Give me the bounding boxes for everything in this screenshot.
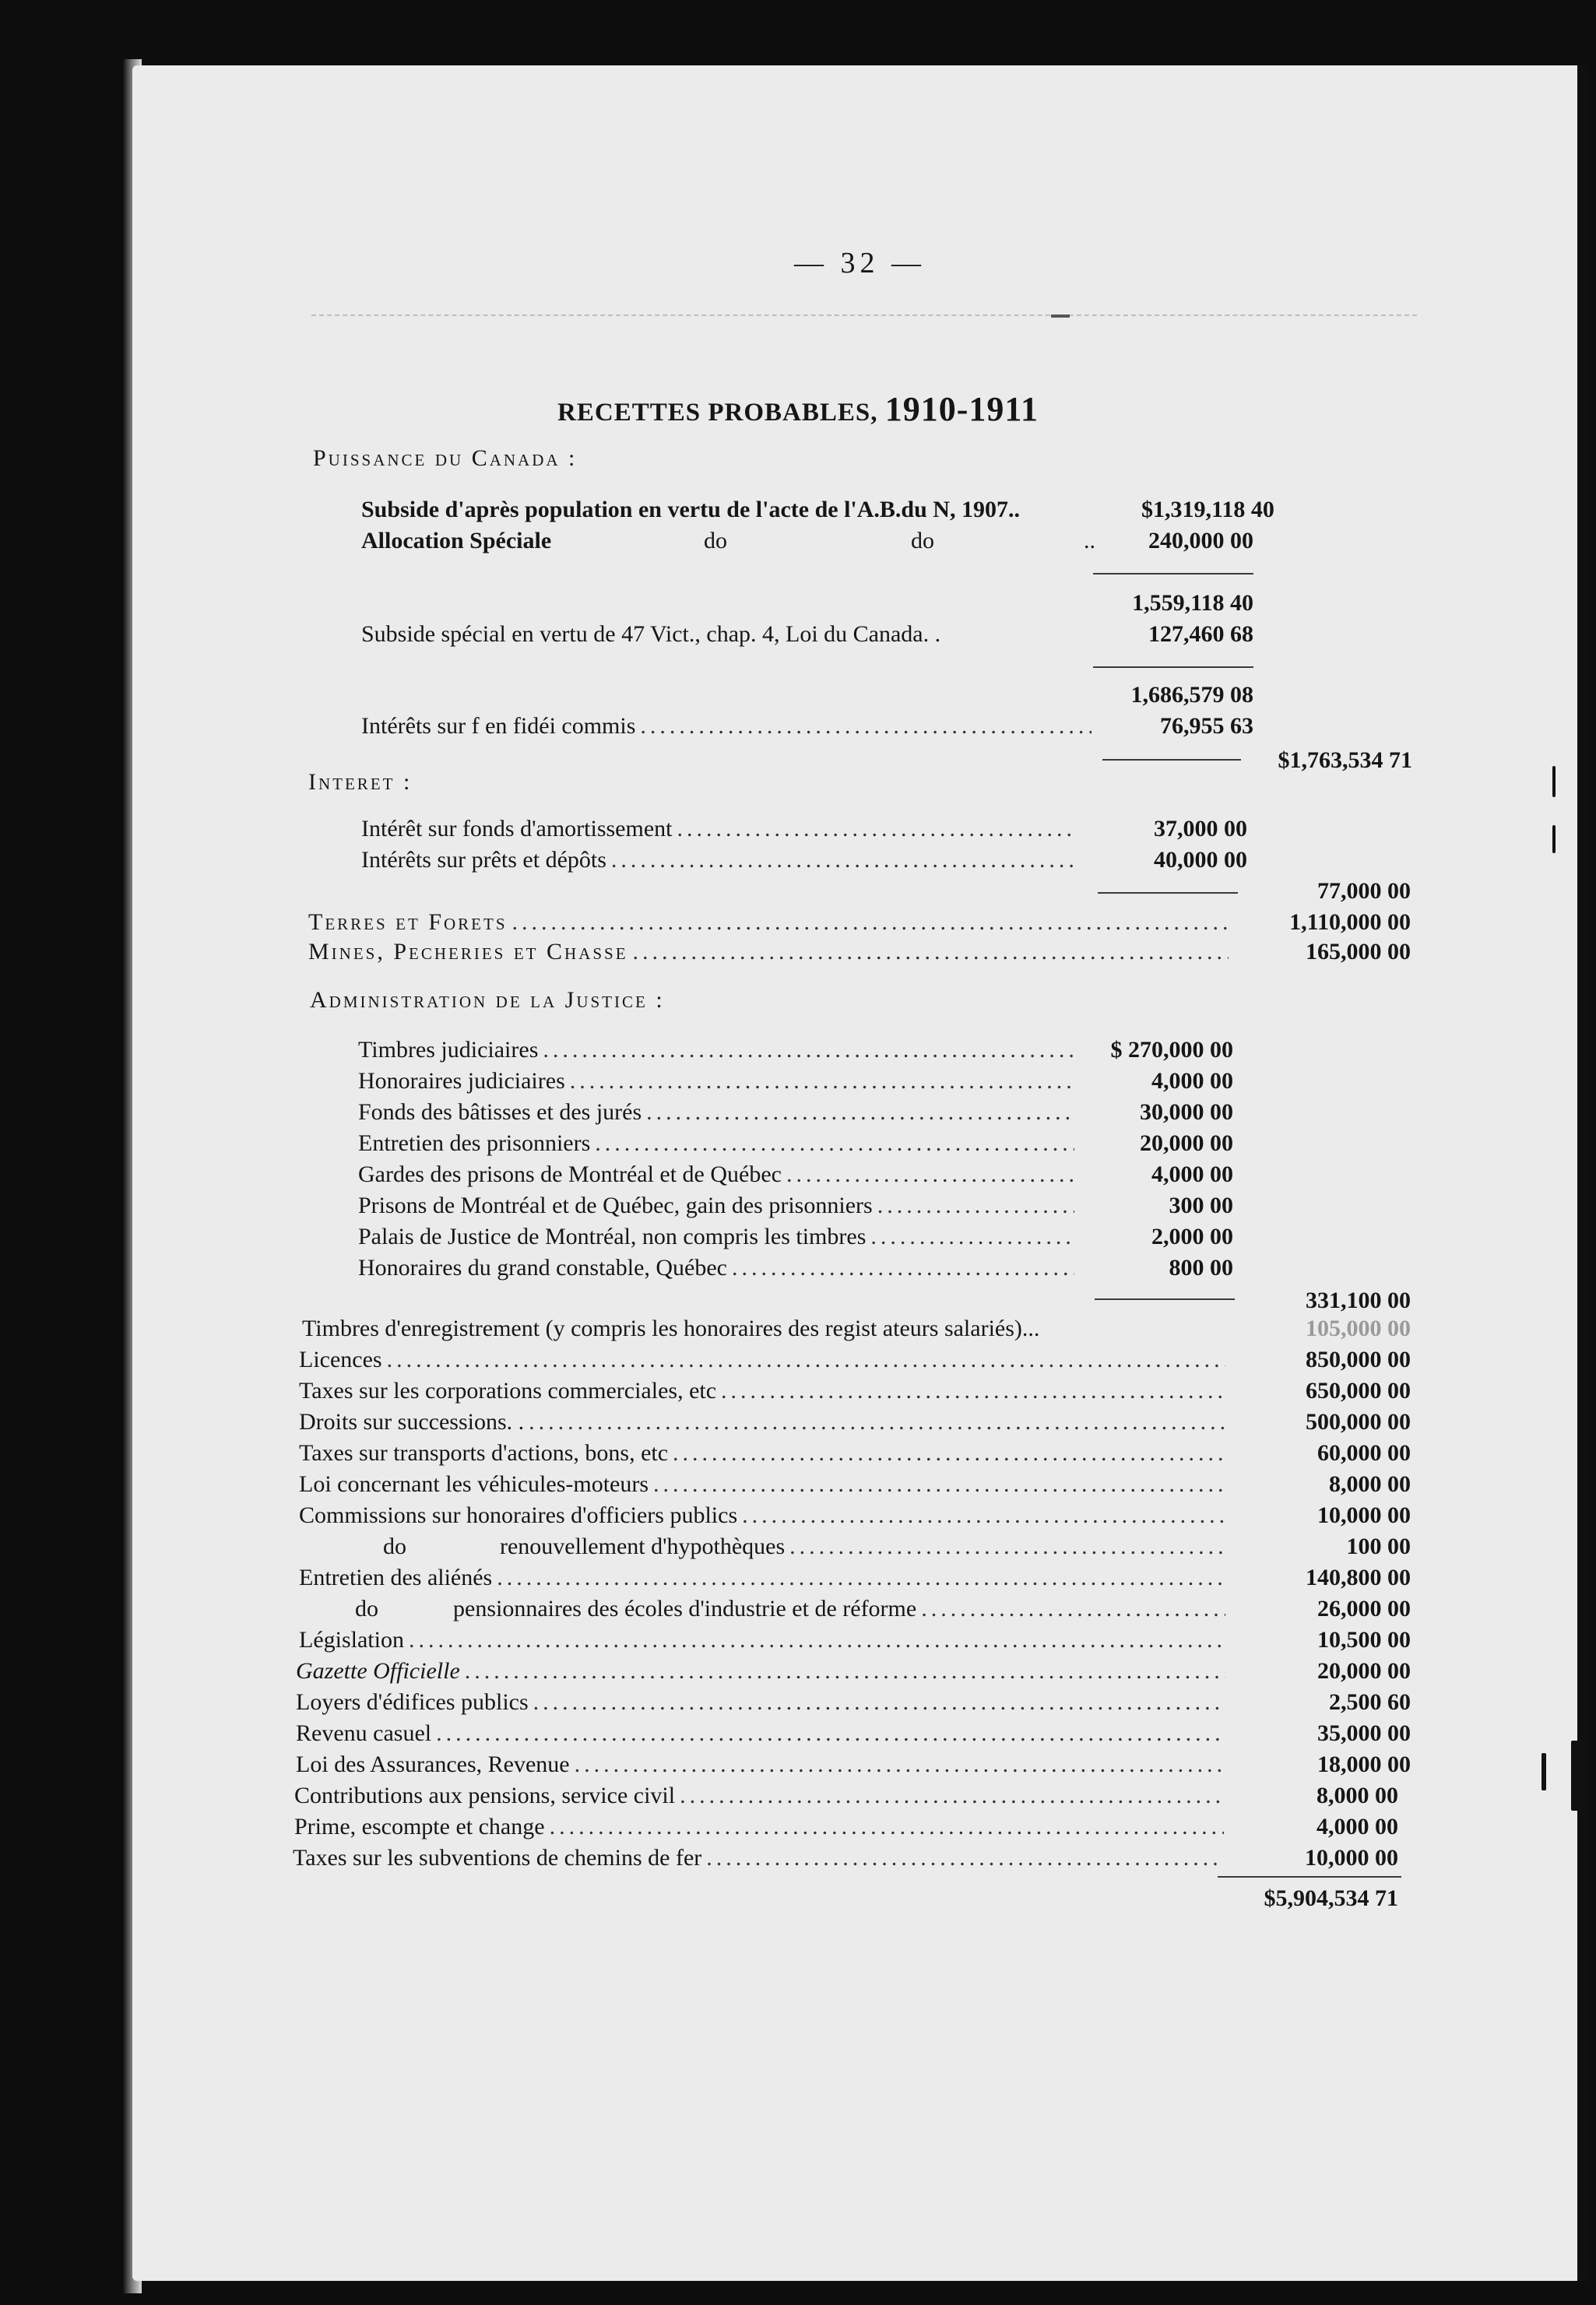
row-label: Revenu casuel [296, 1720, 432, 1746]
row-amount: 8,000 00 [1317, 1783, 1398, 1808]
row-label: Entretien des aliénés [299, 1565, 493, 1590]
row-amount: 30,000 00 [1140, 1099, 1233, 1125]
list-item [296, 1660, 1230, 1683]
row-amount: 10,500 00 [1317, 1627, 1411, 1653]
grand-total: $5,904,534 71 [1264, 1885, 1398, 1911]
leader-dots [742, 1504, 1225, 1527]
dots [1084, 529, 1095, 553]
subtotal-rule [1093, 573, 1253, 574]
ditto-text: do [704, 528, 727, 553]
dots-text: .. [1084, 528, 1095, 553]
page-number: — 32 — [794, 247, 926, 279]
subtotal-amount: 1,686,579 08 [1130, 682, 1253, 708]
list-item [361, 817, 1077, 841]
ditto-text: do [355, 1596, 378, 1622]
row-label: Intérêt sur fonds d'amortissement [361, 816, 673, 842]
row-label: Taxes sur transports d'actions, bons, etc [299, 1440, 669, 1466]
row-amount: 8,000 00 [1329, 1471, 1411, 1497]
list-item [383, 1535, 1230, 1558]
row-amount: 800 00 [1169, 1255, 1233, 1281]
row-amount: 10,000 00 [1305, 1845, 1398, 1871]
leader-dots [677, 817, 1073, 841]
leader-dots [706, 1846, 1222, 1870]
leader-dots [646, 1101, 1074, 1124]
row-label: Droits sur successions. . [299, 1409, 525, 1435]
row-label: Palais de Justice de Montréal, non compris les timbres [358, 1224, 867, 1249]
section-total: 77,000 00 [1317, 878, 1411, 904]
leader-dots [570, 1070, 1074, 1093]
list-item [358, 1225, 1079, 1249]
section-heading-justice: Administration de la Justice : [310, 987, 665, 1013]
total-rule [1098, 892, 1238, 894]
leader-dots [409, 1629, 1225, 1652]
row-amount: 37,000 00 [1154, 816, 1247, 842]
list-item [358, 1132, 1079, 1155]
leader-dots [680, 1784, 1224, 1808]
leader-dots [732, 1256, 1074, 1280]
row-amount: 1,110,000 00 [1289, 909, 1411, 935]
leader-dots [653, 1473, 1225, 1496]
row-label: Licences [299, 1347, 382, 1372]
row-label: Entretien des prisonniers [358, 1130, 591, 1156]
page-title [0, 389, 1596, 429]
list-item [361, 849, 1077, 872]
leader-dots [673, 1442, 1225, 1465]
list-item [296, 1753, 1230, 1776]
row-label: Intérêts sur prêts et dépôts [361, 847, 606, 873]
total-rule [1102, 759, 1241, 761]
row-label: renouvellement d'hypothèques [500, 1534, 786, 1559]
leader-dots [633, 940, 1229, 964]
row-amount: 20,000 00 [1317, 1658, 1411, 1684]
list-item [358, 1194, 1079, 1218]
row-amount: 105,000 00 [1306, 1316, 1411, 1341]
ditto-text: do [911, 528, 934, 553]
row-label: Terres et Forets [308, 909, 508, 935]
row-amount: 2,500 60 [1329, 1689, 1411, 1715]
row-label: pensionnaires des écoles d'industrie et de réforme [453, 1596, 917, 1622]
list-item [296, 1722, 1230, 1745]
row-amount: 100 00 [1346, 1534, 1411, 1559]
list-item [299, 1379, 1230, 1403]
row-label: Loyers d'édifices publics [296, 1689, 529, 1715]
row-amount: 850,000 00 [1306, 1347, 1411, 1372]
list-item [293, 1846, 1227, 1870]
list-item [358, 1101, 1079, 1124]
leader-dots [436, 1722, 1225, 1745]
row-label: Intérêts sur f en fidéi commis [361, 713, 636, 739]
list-item [361, 623, 940, 646]
list-item [299, 1348, 1230, 1372]
row-label: Taxes sur les subventions de chemins de fer [293, 1845, 702, 1871]
row-label: Mines, Pecheries et Chasse [308, 939, 628, 965]
list-item [299, 1504, 1230, 1527]
header-rule [311, 314, 1417, 316]
leader-dots [789, 1535, 1225, 1558]
leader-dots [921, 1597, 1225, 1621]
leader-dots [870, 1225, 1074, 1249]
leader-dots [786, 1163, 1074, 1186]
list-item [358, 1038, 1079, 1062]
leader-dots [721, 1379, 1225, 1403]
list-item [299, 1566, 1230, 1590]
row-label: Taxes sur les corporations commerciales, etc [299, 1378, 717, 1404]
row-label: Subside d'après population en vertu de l'acte de l'A.B.du N, 1907.. [361, 497, 1020, 522]
section-heading-puissance: Puissance du Canada : [313, 445, 578, 471]
row-label: Législation [299, 1627, 404, 1653]
row-amount: 40,000 00 [1154, 847, 1247, 873]
row-amount: 240,000 00 [1148, 528, 1253, 553]
row-label: Timbres d'enregistrement (y compris les honoraires des regist ateurs salariés)... [302, 1316, 1040, 1341]
list-item [361, 715, 1096, 738]
section-total: $1,763,534 71 [1278, 747, 1412, 773]
leader-dots [529, 1411, 1225, 1434]
row-amount: 165,000 00 [1306, 939, 1411, 965]
row-amount: 26,000 00 [1317, 1596, 1411, 1622]
row-label: Commissions sur honoraires d'officiers publics [299, 1502, 738, 1528]
row-amount: 20,000 00 [1140, 1130, 1233, 1156]
row-amount: 10,000 00 [1317, 1502, 1411, 1528]
row-amount: 140,800 00 [1306, 1565, 1411, 1590]
row-amount: 76,955 63 [1160, 713, 1253, 739]
row-label: Subside spécial en vertu de 47 Vict., chap. 4, Loi du Canada. . [361, 621, 941, 647]
row-amount: 500,000 00 [1306, 1409, 1411, 1435]
scan-mark [1571, 1741, 1584, 1811]
list-item [299, 1411, 1230, 1434]
ditto-mark [704, 529, 727, 553]
row-label: Gardes des prisons de Montréal et de Québec [358, 1161, 782, 1187]
list-item [355, 1597, 1230, 1621]
row-amount: 4,000 00 [1151, 1161, 1233, 1187]
row-label: Gazette Officielle [296, 1658, 460, 1684]
list-item [308, 940, 1233, 964]
list-item [294, 1784, 1229, 1808]
list-item [358, 1070, 1079, 1093]
section-total: 331,100 00 [1306, 1288, 1411, 1313]
ditto-text: do [383, 1534, 406, 1559]
list-item [361, 498, 1020, 522]
header-rule-mark [1051, 314, 1070, 318]
row-amount: 650,000 00 [1306, 1378, 1411, 1404]
row-label: Prime, escompte et change [294, 1814, 545, 1839]
leader-dots [512, 911, 1229, 934]
row-label: Contributions aux pensions, service civil [294, 1783, 676, 1808]
row-label: Timbres judiciaires [358, 1037, 539, 1063]
total-rule [1095, 1298, 1235, 1300]
list-item [299, 1473, 1230, 1496]
row-amount: 300 00 [1169, 1193, 1233, 1218]
leader-dots [640, 715, 1092, 738]
ditto-mark [911, 529, 934, 553]
row-label: Honoraires judiciaires [358, 1068, 565, 1094]
leader-dots [877, 1194, 1074, 1218]
scan-mark [1552, 825, 1556, 853]
list-item [296, 1691, 1230, 1714]
leader-dots [595, 1132, 1074, 1155]
section-heading-interet: Interet : [308, 769, 413, 795]
row-label: Loi concernant les véhicules-moteurs [299, 1471, 649, 1497]
list-item [299, 1442, 1230, 1465]
leader-dots [497, 1566, 1225, 1590]
row-amount: 18,000 00 [1317, 1752, 1411, 1777]
title-year: 1910-1911 [884, 390, 1039, 428]
row-label: Prisons de Montréal et de Québec, gain des prisonniers [358, 1193, 873, 1218]
row-amount: 127,460 68 [1148, 621, 1253, 647]
list-item [294, 1815, 1229, 1839]
row-label: Allocation Spéciale [361, 528, 552, 553]
list-item [358, 1256, 1079, 1280]
row-amount: $ 270,000 00 [1110, 1037, 1233, 1063]
subtotal-rule [1093, 666, 1253, 668]
subtotal-amount: 1,559,118 40 [1132, 590, 1253, 616]
row-amount: 2,000 00 [1151, 1224, 1233, 1249]
row-label: Fonds des bâtisses et des jurés [358, 1099, 642, 1125]
list-item [361, 529, 551, 553]
row-amount: 4,000 00 [1151, 1068, 1233, 1094]
list-item [302, 1317, 1227, 1340]
leader-dots [550, 1815, 1224, 1839]
list-item [299, 1629, 1230, 1652]
leader-dots [387, 1348, 1225, 1372]
row-label: Loi des Assurances, Revenue [296, 1752, 570, 1777]
leader-dots [575, 1753, 1225, 1776]
row-label: Honoraires du grand constable, Québec [358, 1255, 727, 1281]
leader-dots [465, 1660, 1225, 1683]
row-amount: 4,000 00 [1317, 1814, 1398, 1839]
row-amount: $1,319,118 40 [1141, 497, 1274, 522]
list-item [358, 1163, 1079, 1186]
list-item [308, 911, 1233, 934]
leader-dots [543, 1038, 1074, 1062]
leader-dots [533, 1691, 1225, 1714]
title-text: RECETTES PROBABLES, [557, 399, 878, 427]
leader-dots [611, 849, 1073, 872]
row-amount: 60,000 00 [1317, 1440, 1411, 1466]
scan-mark [1552, 766, 1556, 797]
grand-total-rule [1218, 1876, 1401, 1878]
row-amount: 35,000 00 [1317, 1720, 1411, 1746]
scan-mark [1542, 1753, 1546, 1790]
